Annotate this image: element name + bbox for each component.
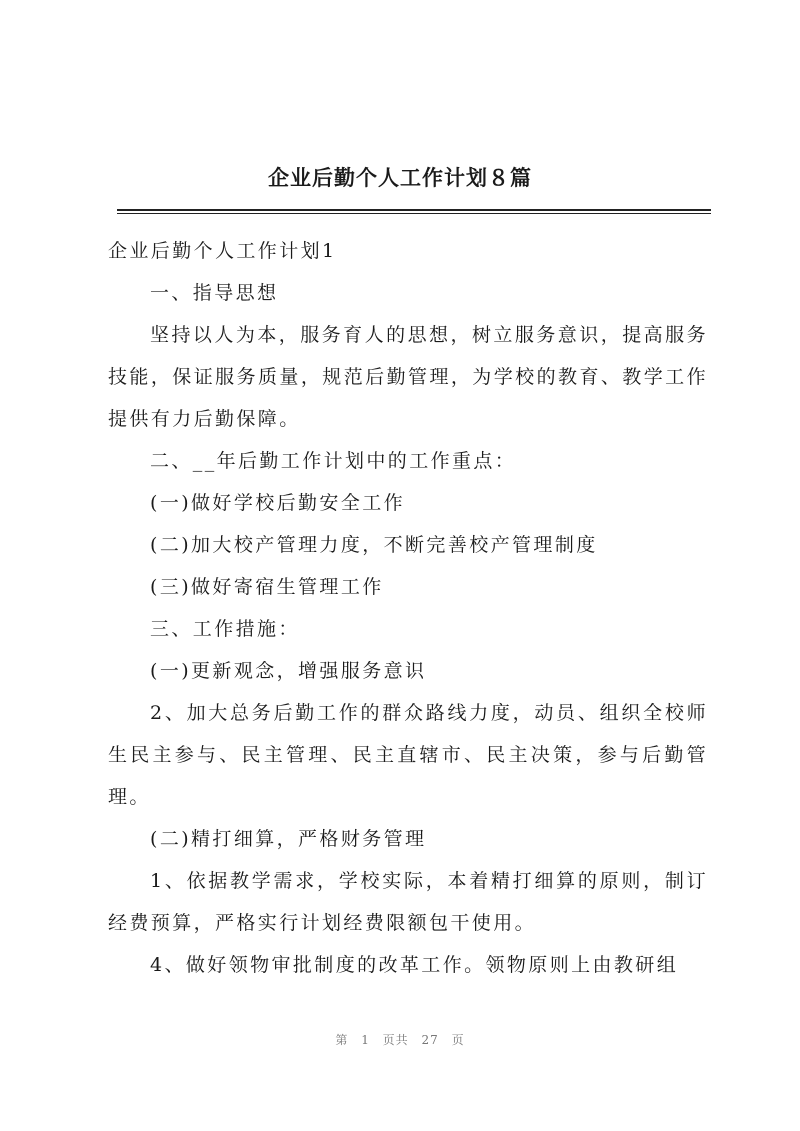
list-item: (二)精打细算，严格财务管理 xyxy=(150,828,427,850)
list-item: (三)做好寄宿生管理工作 xyxy=(150,576,384,598)
paragraph: 坚持以人为本，服务育人的思想，树立服务意识，提高服务技能，保证服务质量，规范后勤管理，为学校的教育、教学工作提供有力后勤保障。 xyxy=(108,324,708,430)
section-heading: 企业后勤个人工作计划1 xyxy=(108,240,337,262)
subheading: 一、指导思想 xyxy=(150,282,279,304)
divider-thick-line xyxy=(117,209,711,211)
list-item: (一)更新观念，增强服务意识 xyxy=(150,660,427,682)
document-title: 企业后勤个人工作计划８篇 xyxy=(268,165,532,190)
subheading: 三、工作措施： xyxy=(150,618,300,640)
paragraph: 2、加大总务后勤工作的群众路线力度，动员、组织全校师生民主参与、民主管理、民主直辖市、民主决策，参与后勤管理。 xyxy=(108,702,708,808)
page-number-footer: 第 1 页共 27 页 xyxy=(335,1033,465,1047)
title-divider xyxy=(117,209,711,214)
list-item: (一)做好学校后勤安全工作 xyxy=(150,492,406,514)
subheading: 二、__年后勤工作计划中的工作重点： xyxy=(150,450,517,472)
document-body xyxy=(108,230,708,986)
list-item: (二)加大校产管理力度，不断完善校产管理制度 xyxy=(150,534,598,556)
divider-thin-line xyxy=(117,213,711,214)
paragraph: 4、做好领物审批制度的改革工作。领物原则上由教研组 xyxy=(150,954,679,976)
paragraph: 1、依据教学需求，学校实际，本着精打细算的原则，制订经费预算，严格实行计划经费限额包干使用。 xyxy=(108,870,708,934)
